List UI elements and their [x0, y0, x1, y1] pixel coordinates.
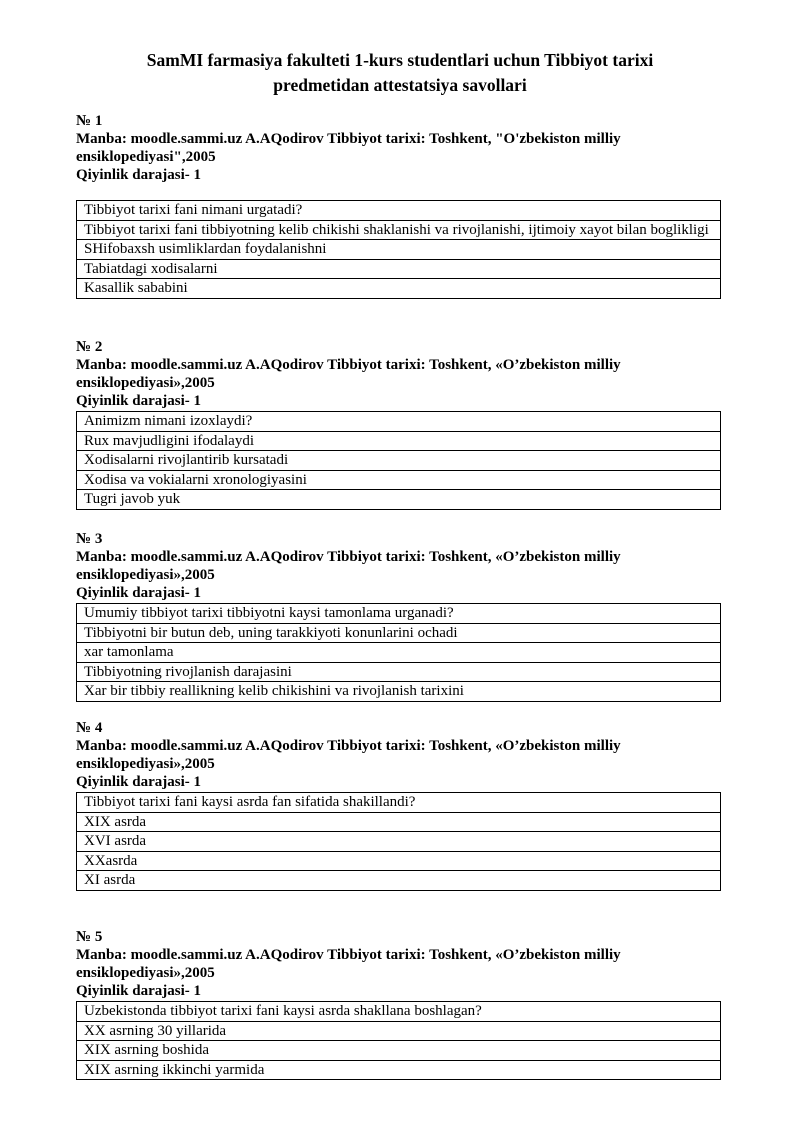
question-text-cell: Tibbiyot tarixi fani nimani urgatadi? — [77, 201, 721, 221]
answer-cell: XX asrning 30 yillarida — [77, 1021, 721, 1041]
answer-table — [76, 200, 721, 299]
table-row — [77, 682, 721, 702]
table-row — [77, 490, 721, 510]
answer-cell: XVI asrda — [77, 832, 721, 852]
answer-cell: Xodisa va vokialarni xronologiyasini — [77, 470, 721, 490]
answer-cell: Tabiatdagi xodisalarni — [77, 259, 721, 279]
table-row — [77, 470, 721, 490]
question-block-5 — [76, 928, 721, 1080]
question-source: Manba: moodle.sammi.uz A.AQodirov Tibbiyot tarixi: Toshkent, «O’zbekiston milliy ensiklopediyasi»,2005 — [76, 947, 621, 981]
question-difficulty: Qiyinlik darajasi- 1 — [76, 393, 202, 409]
table-row — [77, 793, 721, 813]
table-row — [77, 871, 721, 891]
question-source: Manba: moodle.sammi.uz A.AQodirov Tibbiyot tarixi: Toshkent, «O’zbekiston milliy ensiklopediyasi»,2005 — [76, 549, 621, 583]
table-row — [77, 201, 721, 221]
question-block-1 — [76, 112, 721, 299]
table-row — [77, 259, 721, 279]
answer-cell: Tibbiyotni bir butun deb, uning tarakkiyoti konunlarini ochadi — [77, 623, 721, 643]
table-row — [77, 220, 721, 240]
answer-cell: Rux mavjudligini ifodalaydi — [77, 431, 721, 451]
table-row — [77, 1060, 721, 1080]
table-row — [77, 662, 721, 682]
question-number: № 2 — [76, 339, 103, 355]
answer-cell: Tibbiyotning rivojlanish darajasini — [77, 662, 721, 682]
table-row — [77, 451, 721, 471]
table-row — [77, 604, 721, 624]
table-row — [77, 812, 721, 832]
question-number: № 3 — [76, 531, 103, 547]
question-difficulty: Qiyinlik darajasi- 1 — [76, 585, 202, 601]
table-row — [77, 851, 721, 871]
answer-cell: XIX asrning boshida — [77, 1041, 721, 1061]
table-row — [77, 240, 721, 260]
answer-cell: Kasallik sababini — [77, 279, 721, 299]
question-difficulty: Qiyinlik darajasi- 1 — [76, 983, 202, 999]
question-text-cell: Tibbiyot tarixi fani kaysi asrda fan sifatida shakillandi? — [77, 793, 721, 813]
question-block-3 — [76, 530, 721, 702]
table-row — [77, 431, 721, 451]
question-source: Manba: moodle.sammi.uz A.AQodirov Tibbiyot tarixi: Toshkent, "O'zbekiston milliy ensiklopediyasi",2005 — [76, 131, 621, 165]
title-line-1: SamMI farmasiya fakulteti 1-kurs studentlari uchun Tibbiyot tarixi — [146, 50, 654, 70]
table-row — [77, 643, 721, 663]
answer-cell: SHifobaxsh usimliklardan foydalanishni — [77, 240, 721, 260]
table-row — [77, 623, 721, 643]
answer-table — [76, 411, 721, 510]
question-block-4 — [76, 719, 721, 891]
answer-cell: XXasrda — [77, 851, 721, 871]
answer-cell: xar tamonlama — [77, 643, 721, 663]
answer-table — [76, 792, 721, 891]
answer-cell: XIX asrda — [77, 812, 721, 832]
question-block-2 — [76, 338, 721, 510]
title-line-2: predmetidan attestatsiya savollari — [273, 75, 527, 95]
answer-cell: Xodisalarni rivojlantirib kursatadi — [77, 451, 721, 471]
question-number: № 5 — [76, 929, 103, 945]
table-row — [77, 412, 721, 432]
question-difficulty: Qiyinlik darajasi- 1 — [76, 774, 202, 790]
question-number: № 4 — [76, 720, 103, 736]
question-text-cell: Uzbekistonda tibbiyot tarixi fani kaysi asrda shakllana boshlagan? — [77, 1002, 721, 1022]
table-row — [77, 1002, 721, 1022]
answer-cell: XIX asrning ikkinchi yarmida — [77, 1060, 721, 1080]
question-difficulty: Qiyinlik darajasi- 1 — [76, 167, 202, 183]
table-row — [77, 832, 721, 852]
question-source: Manba: moodle.sammi.uz A.AQodirov Tibbiyot tarixi: Toshkent, «O’zbekiston milliy ensiklopediyasi»,2005 — [76, 738, 621, 772]
page-title — [76, 48, 724, 98]
table-row — [77, 1041, 721, 1061]
answer-cell: Tugri javob yuk — [77, 490, 721, 510]
answer-cell: XI asrda — [77, 871, 721, 891]
answer-table — [76, 603, 721, 702]
answer-table — [76, 1001, 721, 1080]
question-text-cell: Umumiy tibbiyot tarixi tibbiyotni kaysi tamonlama urganadi? — [77, 604, 721, 624]
question-number: № 1 — [76, 113, 103, 129]
answer-cell: Xar bir tibbiy reallikning kelib chikishini va rivojlanish tarixini — [77, 682, 721, 702]
question-text-cell: Animizm nimani izoxlaydi? — [77, 412, 721, 432]
answer-cell: Tibbiyot tarixi fani tibbiyotning kelib chikishi shaklanishi va rivojlanishi, ijtimoiy xayot bilan boglikligi — [77, 220, 721, 240]
table-row — [77, 279, 721, 299]
question-source: Manba: moodle.sammi.uz A.AQodirov Tibbiyot tarixi: Toshkent, «O’zbekiston milliy ensiklopediyasi»,2005 — [76, 357, 621, 391]
table-row — [77, 1021, 721, 1041]
